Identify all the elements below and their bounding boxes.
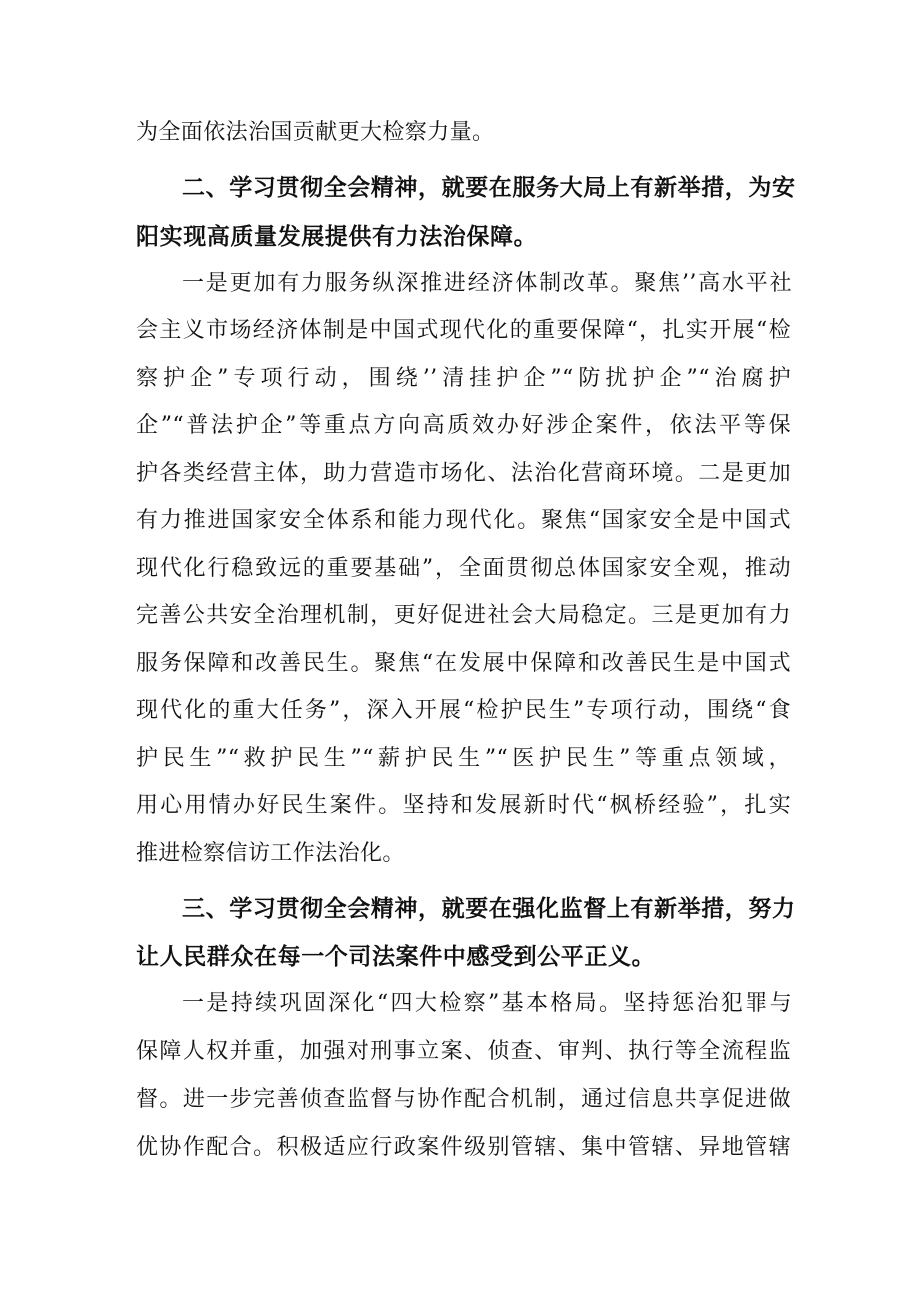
paragraph-line: 有力推进国家安全体系和能力现代化。聚焦“国家安全是中国式 <box>136 508 791 533</box>
paragraph-line: 察护企”专项行动，围绕’’清挂护企”“防扰护企”“治腐护 <box>136 366 791 391</box>
paragraph-line: 一是持续巩固深化“四大检察”基本格局。坚持惩治犯罪与 <box>182 991 792 1016</box>
paragraph-line: 督。进一步完善侦查监督与协作配合机制，通过信息共享促进做 <box>136 1087 791 1112</box>
paragraph-line: 企”“普法护企”等重点方向高质效办好涉企案件，依法平等保 <box>136 413 791 438</box>
paragraph-line: 护民生”“救护民生”“薪护民生”“医护民生”等重点领域， <box>136 746 791 771</box>
text-line: 为全面依法治国贡献更大检察力量。 <box>136 120 495 145</box>
paragraph-line: 护各类经营主体，助力营造市场化、法治化营商环境。二是更加 <box>136 461 791 486</box>
section-heading-3-cont: 让人民群众在每一个司法案件中感受到公平正义。 <box>136 944 656 970</box>
section-heading-2-cont: 阳实现高质量发展提供有力法治保障。 <box>136 224 538 250</box>
paragraph-line: 保障人权并重，加强对刑事立案、侦查、审判、执行等全流程监 <box>136 1039 791 1064</box>
paragraph-line: 一是更加有力服务纵深推进经济体制改革。聚焦’’高水平社 <box>182 271 792 296</box>
paragraph-line: 会主义市场经济体制是中国式现代化的重要保障“，扎实开展“检 <box>136 318 791 343</box>
paragraph-line: 推进检察信访工作法治化。 <box>136 841 405 866</box>
section-heading-3: 三、学习贯彻全会精神，就要在强化监督上有新举措，努力 <box>182 896 796 922</box>
paragraph-line: 完善公共安全治理机制，更好促进社会大局稳定。三是更加有力 <box>136 603 791 628</box>
paragraph-line: 现代化行稳致远的重要基础”，全面贯彻总体国家安全观，推动 <box>136 556 791 581</box>
section-heading-2: 二、学习贯彻全会精神，就要在服务大局上有新举措，为安 <box>182 175 796 201</box>
paragraph-line: 服务保障和改善民生。聚焦“在发展中保障和改善民生是中国式 <box>136 651 791 676</box>
paragraph-line: 优协作配合。积极适应行政案件级别管辖、集中管辖、异地管辖 <box>136 1135 791 1160</box>
paragraph-line: 用心用情办好民生案件。坚持和发展新时代“枫桥经验”，扎实 <box>136 793 791 818</box>
paragraph-line: 现代化的重大任务”，深入开展“检护民生”专项行动，围绕“食 <box>136 698 791 723</box>
